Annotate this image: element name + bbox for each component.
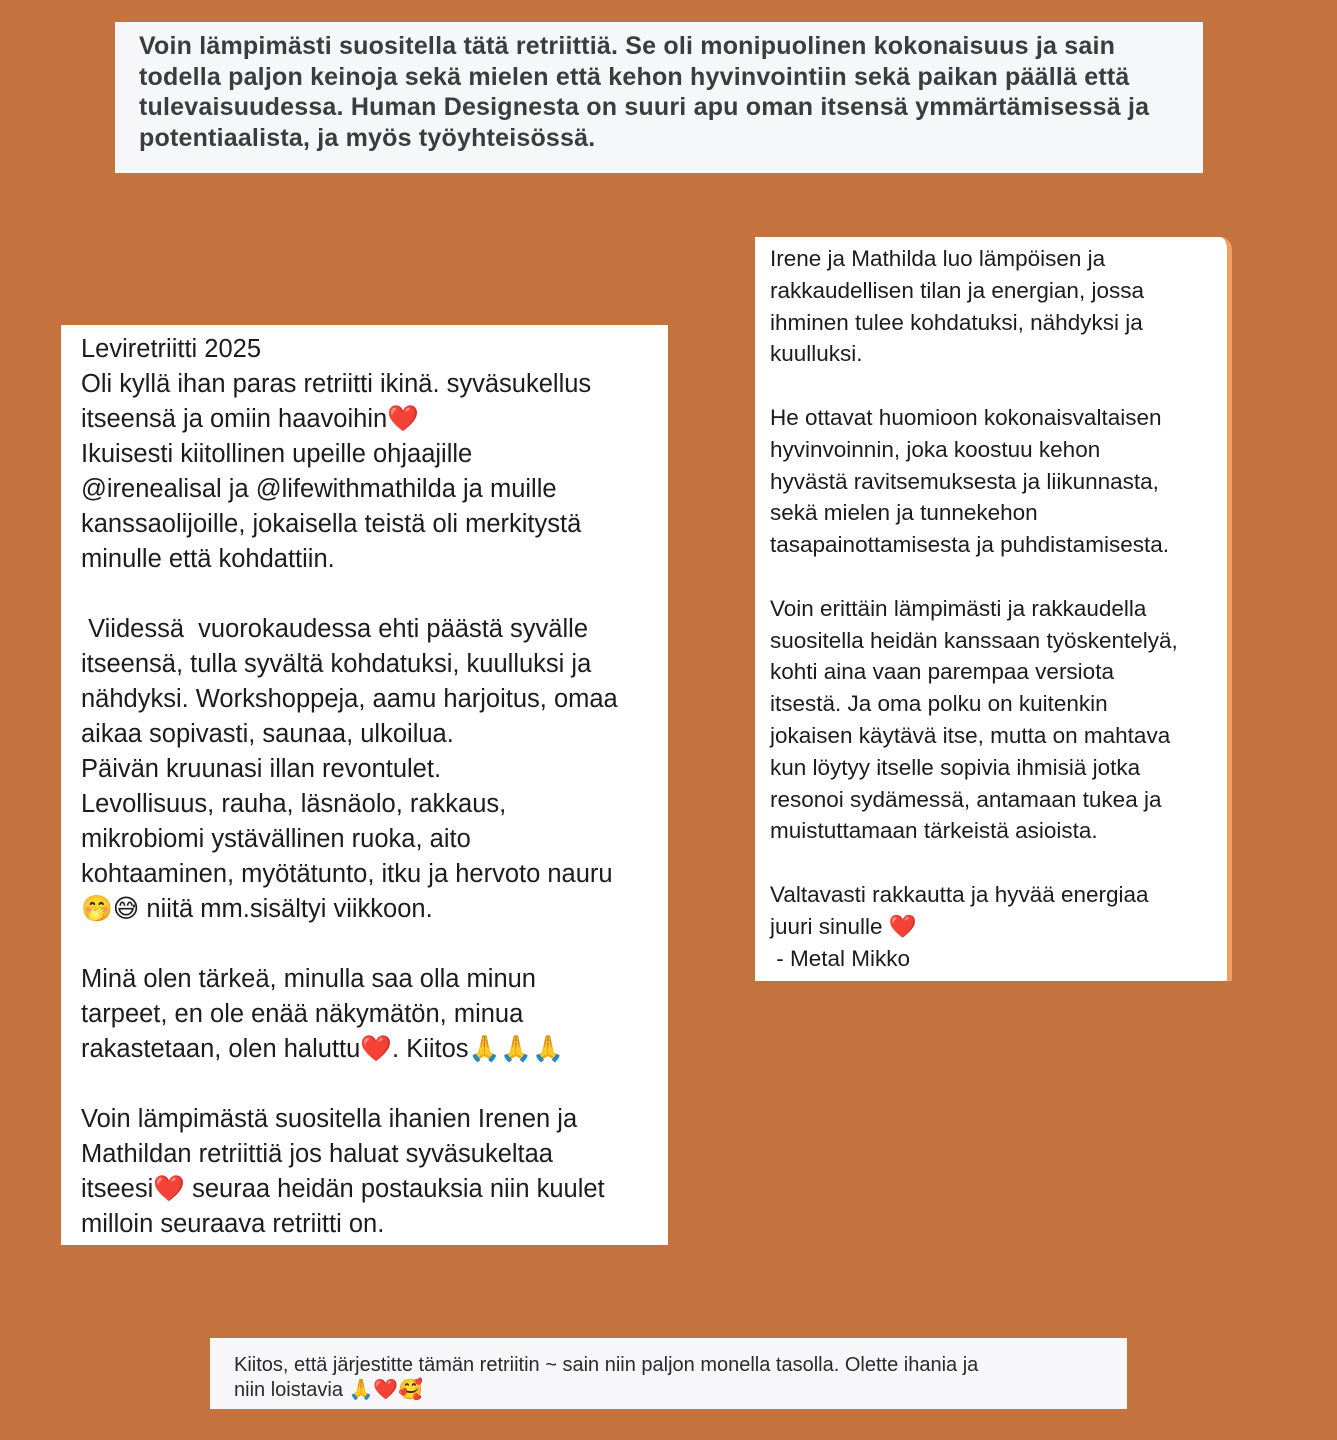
review-card-kiitos: Kiitos, että järjestitte tämän retriitin ~ sain niin paljon monella tasolla. Olette ihania ja niin loistavia 🙏❤️🥰 [210,1338,1127,1409]
review-card-metal-mikko: Irene ja Mathilda luo lämpöisen ja rakkaudellisen tilan ja energian, jossa ihminen tulee kohdatuksi, nähdyksi ja kuulluksi. He ottavat huomioon kokonaisvaltaisen hyvinvoinnin, joka koostuu kehon hyvästä ravitsemuksesta ja liikunnasta, sekä mielen ja tunnekehon tasapainottamisesta ja puhdistamisesta. Voin erittäin lämpimästi ja rakkaudella suositella heidän kanssaan työskentelyä, kohti aina vaan parempaa versiota itsestä. Ja oma polku on kuitenkin jokaisen käytävä itse, mutta on mahtava kun löytyy itselle sopivia ihmisiä jotka resonoi sydämessä, antamaan tukea ja muistuttamaan tärkeistä asioista. Valtavasti rakkautta ja hyvää energiaa juuri sinulle ❤️ - Metal Mikko [755,237,1232,981]
review-card-leviretriitti: Leviretriitti 2025 Oli kyllä ihan paras retriitti ikinä. syväsukellus itseensä ja omiin haavoihin❤️ Ikuisesti kiitollinen upeille ohjaajille @irenealisal ja @lifewithmathilda ja muille kanssaolijoille, jokaisella teistä oli merkitystä minulle että kohdattiin. Viidessä vuorokaudessa ehti päästä syvälle itseensä, tulla syvältä kohdatuksi, kuulluksi ja nähdyksi. Workshoppeja, aamu harjoitus, omaa aikaa sopivasti, saunaa, ulkoilua. Päivän kruunasi illan revontulet. Levollisuus, rauha, läsnäolo, rakkaus, mikrobiomi ystävällinen ruoka, aito kohtaaminen, myötätunto, itku ja hervoto nauru 🤭😅 niitä mm.sisältyi viikkoon. Minä olen tärkeä, minulla saa olla minun tarpeet, en ole enää näkymätön, minua rakastetaan, olen haluttu❤️. Kiitos🙏🙏🙏 Voin lämpimästä suositella ihanien Irenen ja Mathildan retriittiä jos haluat syväsukeltaa itseesi❤️ seuraa heidän postauksia niin kuulet milloin seuraava retriitti on. [61,325,668,1245]
review-card-human-design: Voin lämpimästi suositella tätä retriittiä. Se oli monipuolinen kokonaisuus ja sain todella paljon keinoja sekä mielen että kehon hyvinvointiin sekä paikan päällä että tulevaisuudessa. Human Designesta on suuri apu oman itsensä ymmärtämisessä ja potentiaalista, ja myös työyhteisössä. [115,22,1203,173]
